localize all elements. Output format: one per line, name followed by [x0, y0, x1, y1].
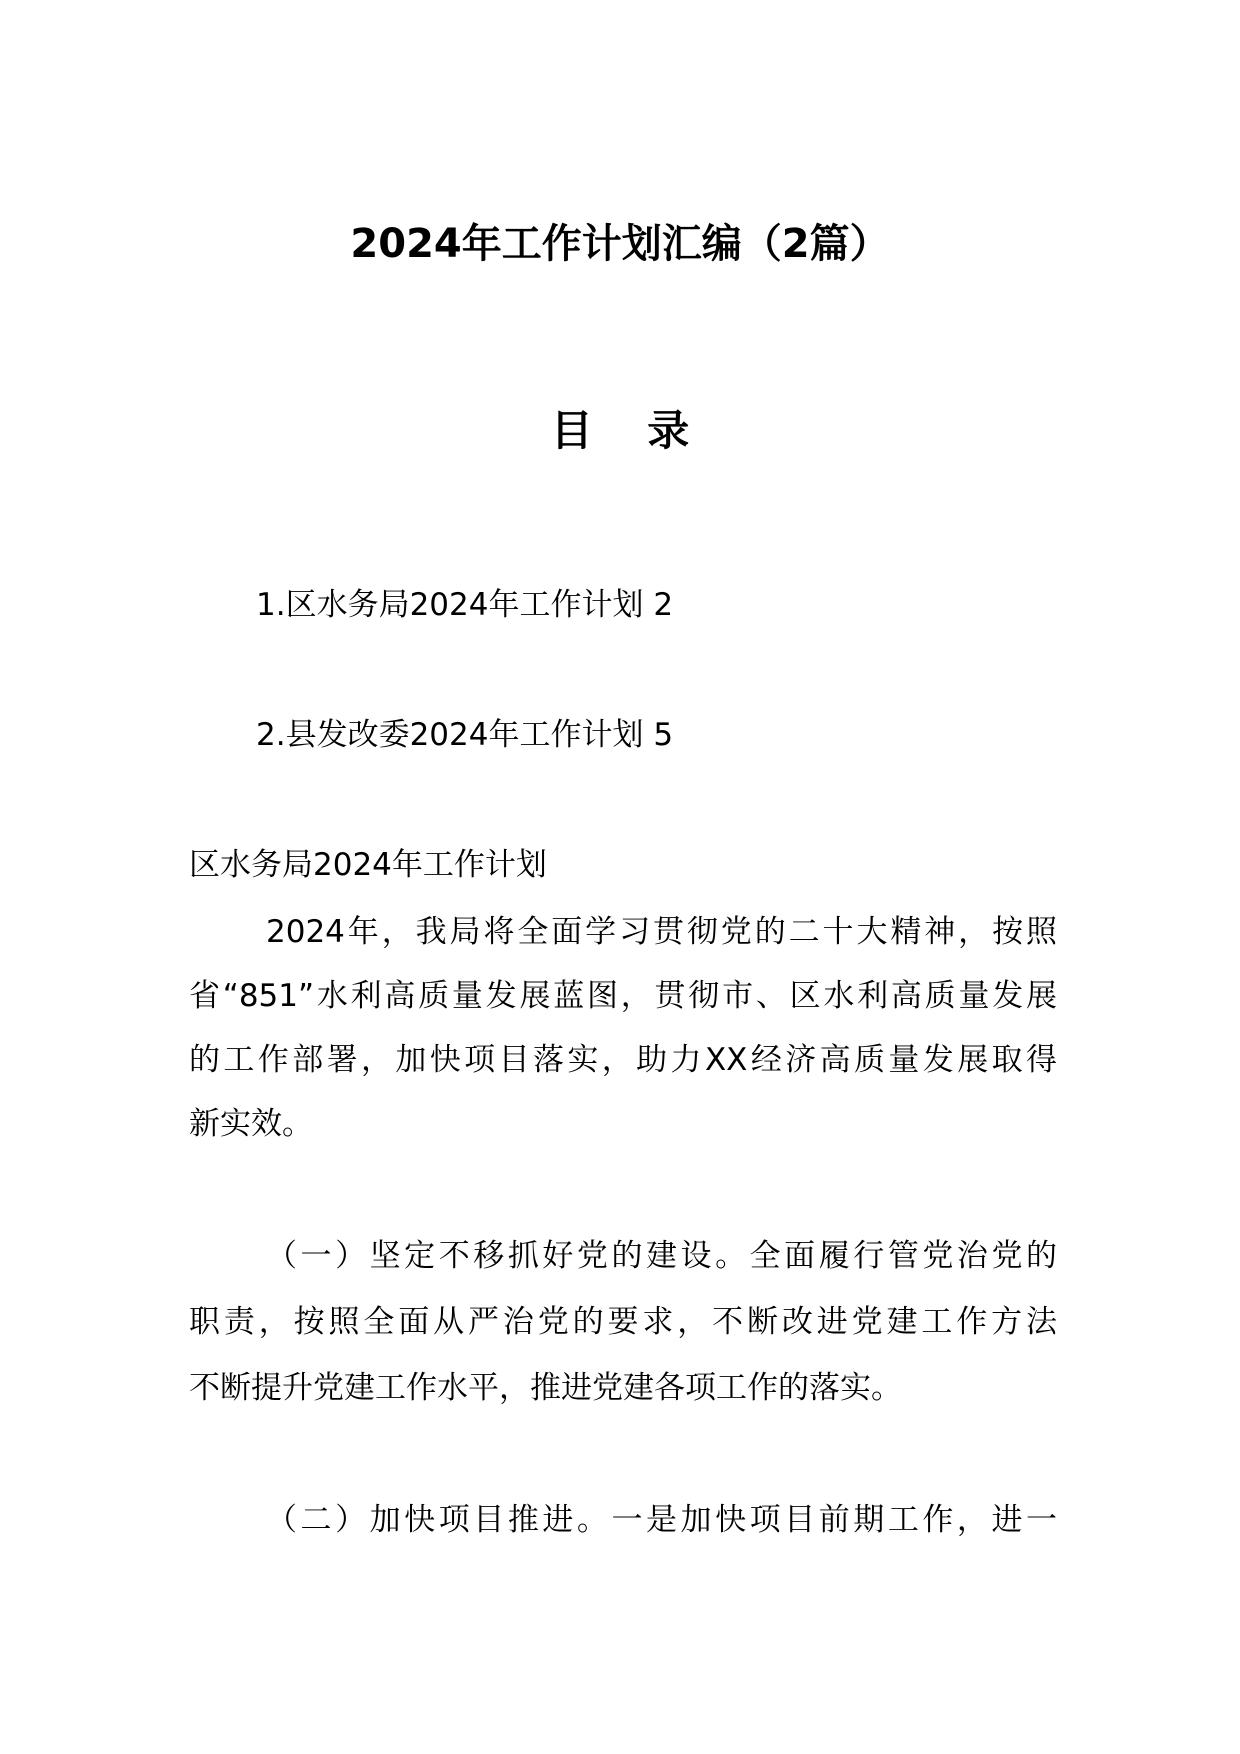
- document-title: 2024年工作计划汇编（2篇）: [350, 221, 890, 267]
- toc-heading: 目 录: [550, 406, 710, 455]
- toc-item[interactable]: 1.区水务局2024年工作计划 2: [256, 587, 674, 623]
- paragraph-line: 省“851”水利高质量发展蓝图，贯彻市、区水利高质量发展: [189, 978, 1057, 1014]
- paragraph-line: 2024年，我局将全面学习贯彻党的二十大精神，按照: [266, 914, 1057, 950]
- paragraph-line: （一）坚定不移抓好党的建设。全面履行管党治党的: [266, 1238, 1057, 1274]
- paragraph-line: 不断提升党建工作水平，推进党建各项工作的落实。: [189, 1370, 902, 1406]
- article-heading: 区水务局2024年工作计划: [189, 847, 547, 883]
- paragraph-line: （二）加快项目推进。一是加快项目前期工作，进一: [266, 1502, 1057, 1538]
- paragraph-line: 职责，按照全面从严治党的要求，不断改进党建工作方法: [189, 1304, 1057, 1340]
- paragraph-line: 的工作部署，加快项目落实，助力XX经济高质量发展取得: [189, 1042, 1057, 1078]
- paragraph-line: 新实效。: [189, 1106, 313, 1142]
- toc-item[interactable]: 2.县发改委2024年工作计划 5: [256, 717, 674, 753]
